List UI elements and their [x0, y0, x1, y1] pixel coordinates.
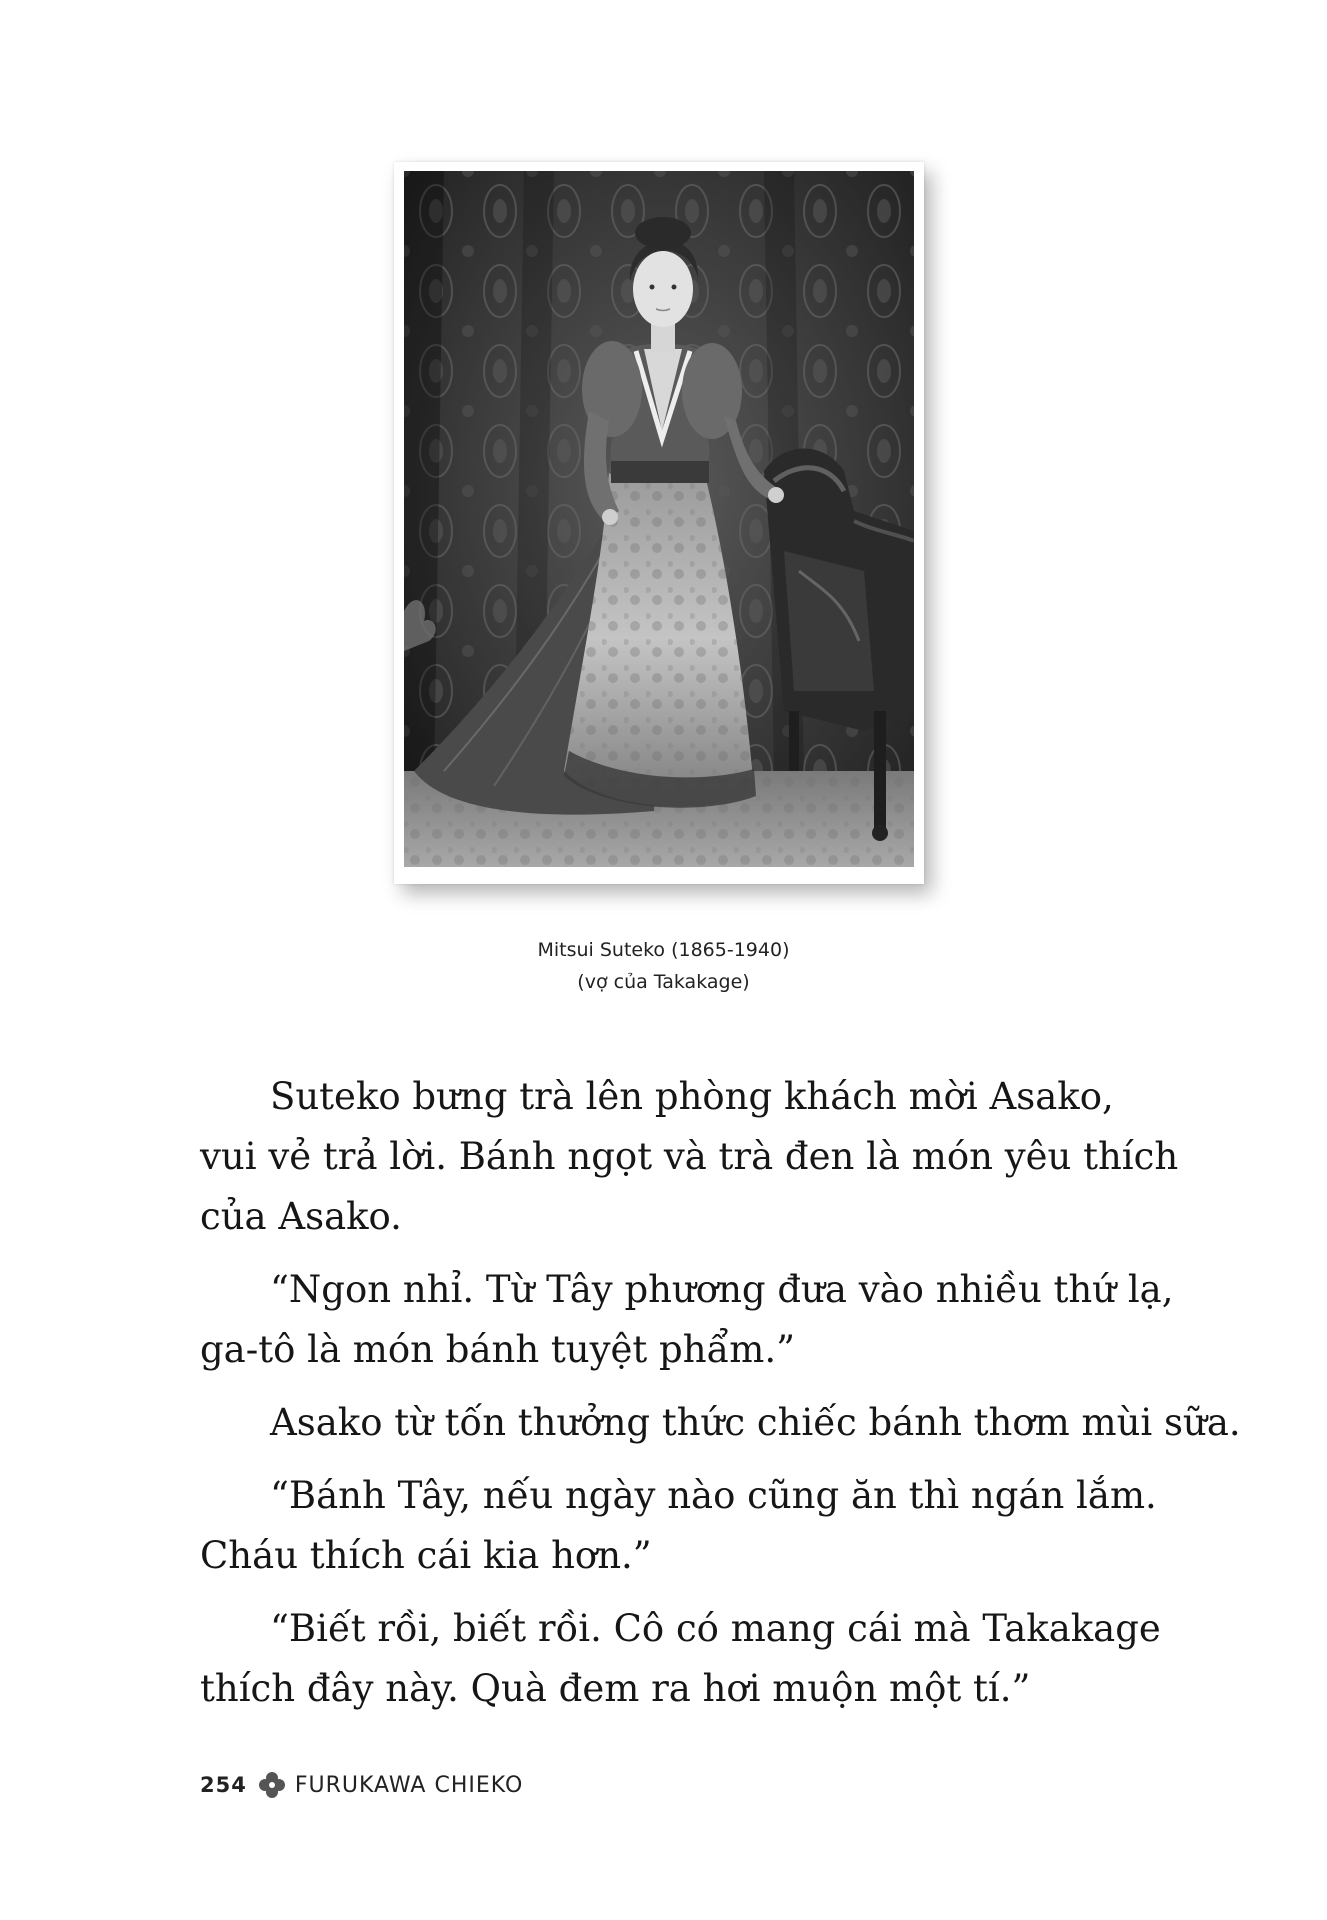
clover-icon [257, 1770, 287, 1800]
body-line: Suteko bưng trà lên phòng khách mời Asako, [270, 1075, 1114, 1118]
body-line: của Asako. [200, 1195, 402, 1238]
body-line: thích đây này. Quà đem ra hơi muộn một tí.” [200, 1667, 1031, 1710]
body-line: “Bánh Tây, nếu ngày nào cũng ăn thì ngán lắm. [270, 1474, 1157, 1517]
body-line: vui vẻ trả lời. Bánh ngọt và trà đen là món yêu thích [200, 1135, 1179, 1178]
body-line: “Ngon nhỉ. Từ Tây phương đưa vào nhiều thứ lạ, [270, 1268, 1174, 1311]
page-number: 254 [200, 1773, 247, 1797]
body-line: Asako từ tốn thưởng thức chiếc bánh thơm mùi sữa. [270, 1401, 1241, 1444]
figure-caption-note: (vợ của Takakage) [577, 971, 750, 993]
body-line: ga-tô là món bánh tuyệt phẩm.” [200, 1328, 795, 1371]
figure-frame [394, 162, 924, 884]
portrait-photo-image [404, 171, 914, 867]
author-name: FURUKAWA CHIEKO [294, 1772, 524, 1798]
portrait-photo [404, 171, 914, 867]
page-footer [200, 1768, 523, 1802]
body-line: “Biết rồi, biết rồi. Cô có mang cái mà Takakage [270, 1607, 1161, 1650]
body-line: Cháu thích cái kia hơn.” [200, 1534, 652, 1577]
figure-caption-name: Mitsui Suteko (1865-1940) [537, 939, 790, 961]
